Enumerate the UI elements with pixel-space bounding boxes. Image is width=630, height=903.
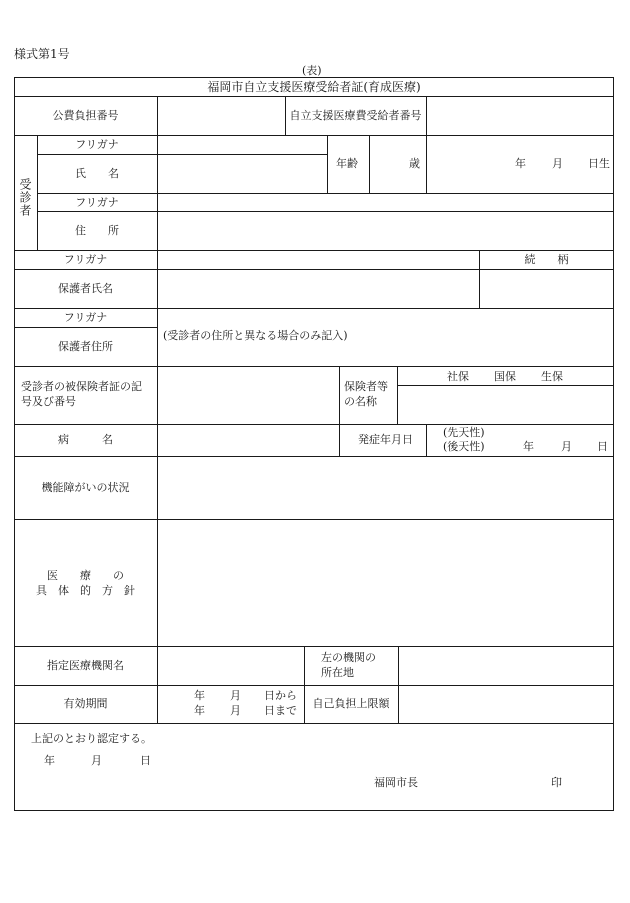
validity-label: 有効期間 [63, 697, 108, 710]
recipient-number-label: 自立支援医療費受給者番号 [289, 109, 422, 122]
rule-guardian-address [14, 366, 614, 367]
rule-insurance [14, 424, 614, 425]
rule-patient-name [37, 193, 614, 194]
rule-validity [14, 723, 614, 724]
rule-function-status [14, 519, 614, 520]
disease-label: 病 名 [58, 433, 113, 446]
rule-guardian-name [14, 308, 614, 309]
rule-patient-furigana [37, 154, 327, 155]
birth-day: 日生 [588, 157, 610, 170]
seal-mark: 印 [551, 776, 562, 789]
col-insurer-label-left [339, 366, 340, 424]
col-birthdate [426, 135, 427, 193]
age-label: 年齢 [336, 157, 358, 170]
col-insurer-label-right [397, 366, 398, 424]
col-location-copay-right [398, 646, 399, 723]
col-recipient-label-right [426, 96, 427, 135]
copay-limit-label: 自己負担上限額 [312, 697, 390, 710]
institution-location-label-1: 左の機関の [321, 651, 376, 664]
rule-disease [14, 456, 614, 457]
insurance-card-label-1: 受診者の被保険者証の記 [21, 380, 142, 393]
onset-acquired: (後天性) [443, 440, 485, 453]
patient-furigana2-label: フリガナ [75, 196, 119, 209]
rule-patient-furigana2 [37, 211, 614, 212]
rule-guardian-furigana [14, 269, 614, 270]
rule-guardian-furigana2 [14, 327, 157, 328]
validity-to-month: 月 [230, 704, 241, 717]
guardian-address-label: 保護者住所 [58, 340, 113, 353]
insurer-label-2: の名称 [344, 395, 377, 408]
validity-from-year: 年 [194, 689, 205, 702]
col-public-number [157, 96, 158, 135]
rule-treatment-plan [14, 646, 614, 647]
certification-month: 月 [91, 754, 102, 767]
insurance-card-label-2: 号及び番号 [21, 395, 76, 408]
guardian-name-label: 保護者氏名 [58, 282, 113, 295]
institution-location-label-2: 所在地 [321, 666, 354, 679]
patient-group-label: 受診者 [18, 178, 32, 217]
guardian-furigana2-label: フリガナ [63, 311, 108, 324]
validity-to-year: 年 [194, 704, 205, 717]
onset-month: 月 [561, 440, 572, 453]
onset-year: 年 [523, 440, 534, 453]
col-onset-label-left [339, 424, 340, 456]
guardian-address-note: (受診者の住所と異なる場合のみ記入) [163, 329, 348, 342]
onset-day: 日 [597, 440, 608, 453]
insurer-label-1: 保険者等 [344, 380, 388, 393]
col-patient-labels [157, 135, 158, 250]
age-unit: 歳 [409, 157, 420, 170]
birth-month: 月 [552, 157, 563, 170]
validity-from-month: 月 [230, 689, 241, 702]
treatment-plan-label-2: 具 体 的 方 針 [36, 584, 135, 597]
col-guardian-labels [157, 250, 158, 366]
insurance-type-seiho: 生保 [541, 370, 563, 383]
rule-title [14, 96, 614, 97]
rule-public-number [14, 135, 614, 136]
certification-statement: 上記のとおり認定する。 [31, 732, 152, 745]
validity-to-suffix: 日まで [264, 704, 297, 717]
col-institution-label [157, 646, 158, 723]
col-age-label-left [327, 135, 328, 193]
form-number: 様式第1号 [14, 47, 70, 61]
onset-date-label: 発症年月日 [358, 433, 413, 446]
treatment-plan-label-1: 医 療 の [47, 569, 124, 582]
form-side-label: (表) [302, 64, 322, 77]
certification-day: 日 [140, 754, 151, 767]
col-age-label-right [369, 135, 370, 193]
col-disease-label [157, 424, 158, 456]
rule-institution [14, 685, 614, 686]
patient-furigana-label: フリガナ [75, 138, 119, 151]
certificate-title: 福岡市自立支援医療受給者証(育成医療) [207, 80, 421, 94]
rule-insurance-types [397, 385, 614, 386]
onset-congenital: (先天性) [443, 426, 485, 439]
issuer-name: 福岡市長 [374, 776, 418, 789]
relation-label: 続 柄 [524, 253, 569, 266]
validity-from-suffix: 日から [264, 689, 297, 702]
institution-label: 指定医療機関名 [47, 659, 124, 672]
col-insurance-label [157, 366, 158, 424]
patient-name-label: 氏 名 [75, 167, 119, 180]
col-function-plan [157, 456, 158, 646]
birth-year: 年 [515, 157, 526, 170]
public-number-label: 公費負担番号 [52, 109, 119, 122]
guardian-furigana-label: フリガナ [63, 253, 108, 266]
col-location-label-left [304, 646, 305, 685]
rule-patient-address [14, 250, 614, 251]
certification-year: 年 [44, 754, 55, 767]
insurance-type-kokuho: 国保 [494, 370, 516, 383]
col-onset-label-right [426, 424, 427, 456]
patient-address-label: 住 所 [75, 224, 119, 237]
function-status-label: 機能障がいの状況 [41, 481, 130, 494]
insurance-type-shaho: 社保 [447, 370, 469, 383]
